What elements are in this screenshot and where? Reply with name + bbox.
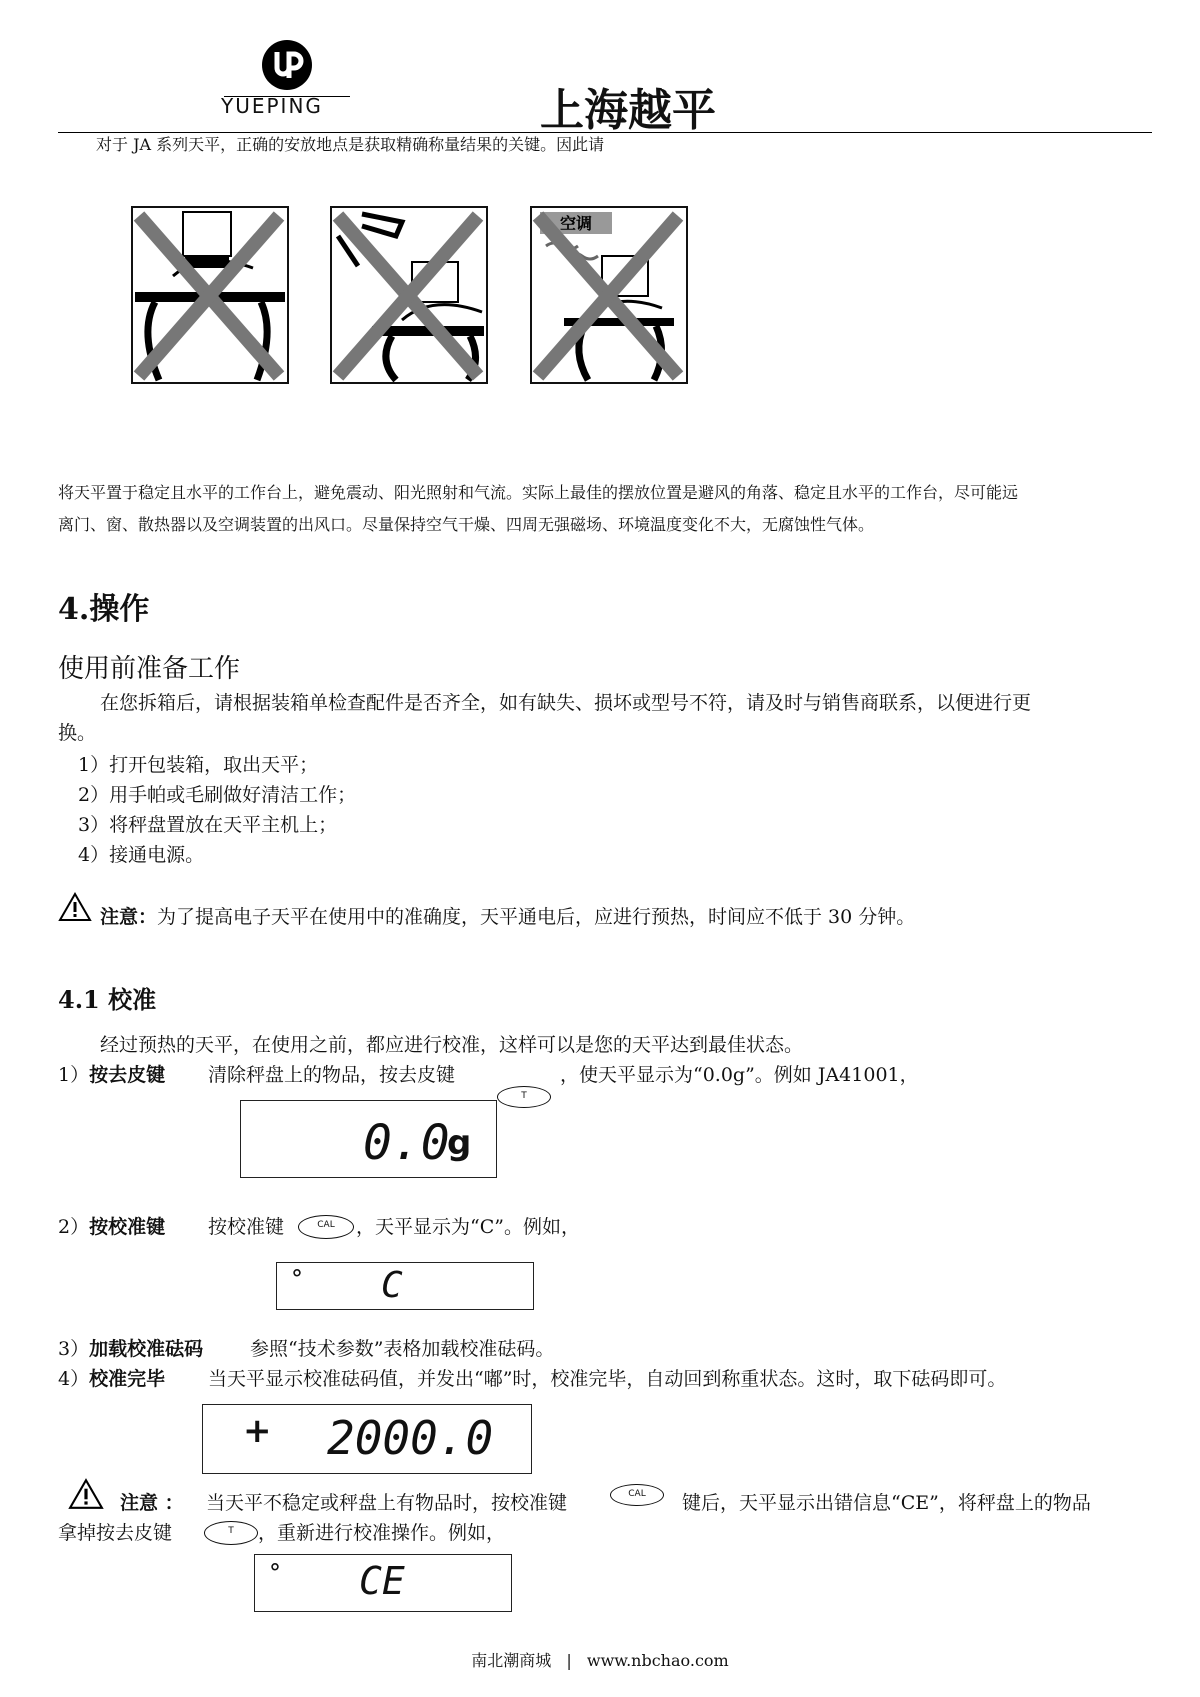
calib-intro: 经过预热的天平，在使用之前，都应进行校准，这样可以是您的天平达到最佳状态。 [100, 1034, 804, 1056]
footer-separator: | [566, 1651, 572, 1670]
section-4-subheading: 使用前准备工作 [58, 654, 241, 684]
calib-note-text-b: 键后，天平显示出错信息“CE”，将秤盘上的物品 [682, 1492, 1091, 1514]
step-4-text: 当天平显示校准砝码值，并发出“嘟”时，校准完毕，自动回到称重状态。这时，取下砝码即可。 [208, 1368, 1007, 1390]
display-zero-value: 0.0 [363, 1115, 450, 1171]
footer [0, 1648, 1200, 1671]
display-c [276, 1262, 534, 1310]
calib-step-3 [58, 1334, 203, 1365]
footer-url[interactable]: www.nbchao.com [586, 1651, 729, 1670]
aircon-label: 空调 [559, 214, 593, 233]
display-weight-sign: + [243, 1411, 272, 1451]
step-4-label: 校准完毕 [89, 1368, 166, 1390]
warning-icon [58, 892, 92, 926]
illustration-bad-table [131, 206, 289, 384]
logo-up-icon [262, 40, 312, 90]
step-3-text: 参照“技术参数”表格加载校准砝码。 [250, 1338, 555, 1360]
brand-title: 上海越平 [540, 85, 716, 136]
placement-line-1: 将天平置于稳定且水平的工作台上，避免震动、阳光照射和气流。实际上最佳的摆放位置是避风的角落、稳定且水平的工作台，尽可能远 [58, 483, 1019, 502]
calib-step-2 [58, 1212, 165, 1243]
section-41-heading: 4.1 校准 [58, 985, 157, 1014]
calib-note-text-d: ，重新进行校准操作。例如， [258, 1522, 506, 1544]
step-1-text-b: ，使天平显示为“0.0g”。例如 JA41001， [560, 1064, 919, 1086]
step-1-number: 1） [58, 1064, 90, 1086]
display-c-value: C [381, 1265, 403, 1306]
step-2-text-a: 按校准键 [208, 1216, 285, 1238]
calib-step-1 [58, 1060, 165, 1091]
prep-step-1: 1）打开包装箱，取出天平； [78, 754, 319, 776]
prep-step-2: 2）用手帕或毛刷做好清洁工作； [78, 784, 357, 806]
calib-note-text-a: 当天平不稳定或秤盘上有物品时，按校准键 [206, 1492, 568, 1514]
cal-key-icon: CAL [298, 1215, 354, 1239]
display-ce [254, 1554, 512, 1612]
step-3-label: 加载校准砝码 [89, 1338, 204, 1360]
prep-step-3: 3）将秤盘置放在天平主机上； [78, 814, 338, 836]
calib-note-label: 注意 ： [120, 1492, 184, 1514]
tare-key-icon: T [497, 1086, 551, 1108]
calib-step-4 [58, 1364, 165, 1395]
warning-icon-2 [68, 1478, 104, 1514]
illustration-near-door [330, 206, 488, 384]
display-ce-value: CE [359, 1559, 405, 1603]
calib-note-text-c: 拿掉按去皮键 [58, 1522, 173, 1544]
prep-para-line-2: 换。 [58, 722, 97, 744]
footer-site: 南北潮商城 [471, 1651, 552, 1670]
logo-text: YUEPING [221, 94, 323, 118]
display-ce-mark: ° [269, 1559, 281, 1587]
illustration-near-aircon [530, 206, 688, 384]
step-3-number: 3） [58, 1338, 90, 1360]
section-4-heading: 4.操作 [58, 592, 150, 627]
logo-mark [262, 40, 312, 90]
prep-note-text: 为了提高电子天平在使用中的准确度，天平通电后，应进行预热，时间应不低于 30 分钟。 [157, 906, 916, 928]
prep-note-label: 注意： [100, 906, 158, 928]
display-zero-unit: g [447, 1123, 472, 1163]
placement-line-2: 离门、窗、散热器以及空调装置的出风口。尽量保持空气干燥、四周无强磁场、环境温度变化不大，无腐蚀性气体。 [58, 515, 875, 534]
tare-key-icon-2: T [204, 1521, 258, 1545]
display-weight [202, 1404, 532, 1474]
step-1-label: 按去皮键 [89, 1064, 166, 1086]
logo-underline [224, 96, 350, 97]
display-weight-value: 2000.0 [327, 1411, 494, 1465]
intro-line: 对于 JA 系列天平，正确的安放地点是获取精确称量结果的关键。因此请 [96, 135, 605, 154]
display-c-mark: ° [291, 1265, 303, 1293]
cal-key-icon-2: CAL [610, 1484, 664, 1506]
step-4-number: 4） [58, 1368, 90, 1390]
step-2-number: 2） [58, 1216, 90, 1238]
prep-step-4: 4）接通电源。 [78, 844, 205, 866]
display-zero [240, 1100, 497, 1178]
step-1-text-a: 清除秤盘上的物品，按去皮键 [208, 1064, 456, 1086]
prep-para-line-1: 在您拆箱后，请根据装箱单检查配件是否齐全，如有缺失、损坏或型号不符，请及时与销售商联系，以便进行更 [100, 692, 1032, 714]
step-2-label: 按校准键 [89, 1216, 166, 1238]
step-2-text-b: ，天平显示为“C”。例如， [356, 1216, 580, 1238]
